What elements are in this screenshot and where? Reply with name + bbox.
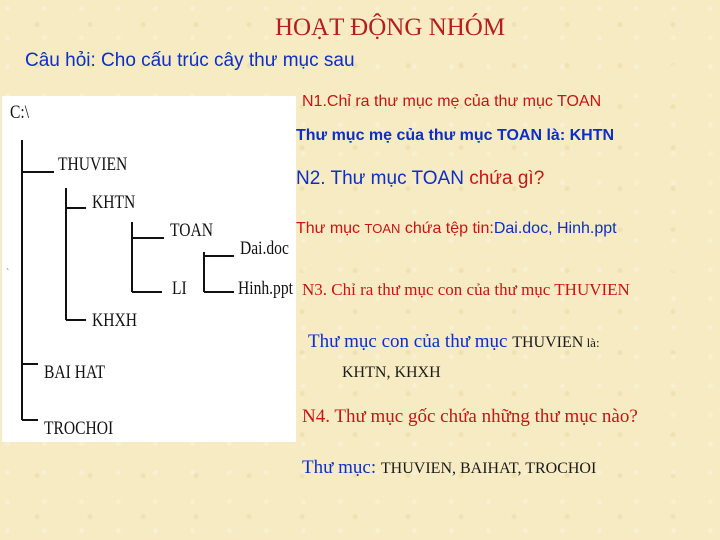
tree-node-li: LI <box>172 278 187 299</box>
n3-answer <box>308 331 600 353</box>
directory-tree-diagram <box>2 96 296 442</box>
slide-title: HOẠT ĐỘNG NHÓM <box>274 14 506 41</box>
n3-answer-line2: KHTN, KHXH <box>342 364 441 381</box>
tree-node-thuvien: THUVIEN <box>58 154 128 175</box>
n4-answer-b: THUVIEN, BAIHAT, TROCHOI <box>380 460 597 477</box>
tree-connector-lines <box>2 96 296 442</box>
n3-answer-a: Thư mục con của thư mục <box>308 331 513 352</box>
n2-answer-d: Dai.doc, Hinh.ppt <box>493 220 617 237</box>
n4-answer <box>302 457 596 479</box>
n2-answer-a: Thư mục <box>296 220 365 237</box>
n2-question-suffix: chứa gì? <box>469 168 545 189</box>
n4-question: N4. Thư mục gốc chứa những thư mục nào? <box>302 406 638 427</box>
tree-node-khxh: KHXH <box>92 310 138 331</box>
n2-answer-c: chứa tệp tin: <box>400 220 494 237</box>
n3-answer-b: THUVIEN <box>512 334 584 351</box>
question-heading: Câu hỏi: Cho cấu trúc cây thư mục sau <box>25 50 355 71</box>
n4-answer-a: Thư mục: <box>302 457 381 478</box>
tree-node-baihat: BAI HAT <box>44 362 106 383</box>
tree-node-khtn: KHTN <box>92 192 136 213</box>
tree-node-toan: TOAN <box>170 220 213 241</box>
tree-node-trochoi: TROCHOI <box>44 418 114 439</box>
n3-answer-c: là: <box>583 335 600 350</box>
n2-question-prefix: N2. Thư mục TOAN <box>296 168 470 189</box>
n2-answer-b: TOAN <box>364 221 401 236</box>
n2-answer <box>296 220 617 238</box>
tree-node-root: C:\ <box>10 102 30 123</box>
tree-file-dai: Dai.doc <box>240 238 289 259</box>
stray-mark: ` <box>6 268 10 279</box>
tree-file-hinh: Hinh.ppt <box>238 278 293 299</box>
n2-question <box>296 168 544 190</box>
n1-answer: Thư mục mẹ của thư mục TOAN là: KHTN <box>296 127 615 144</box>
n1-question: N1.Chỉ ra thư mục mẹ của thư mục TOAN <box>302 93 602 110</box>
n3-question: N3. Chỉ ra thư mục con của thư mục THUVIEN <box>302 280 630 299</box>
